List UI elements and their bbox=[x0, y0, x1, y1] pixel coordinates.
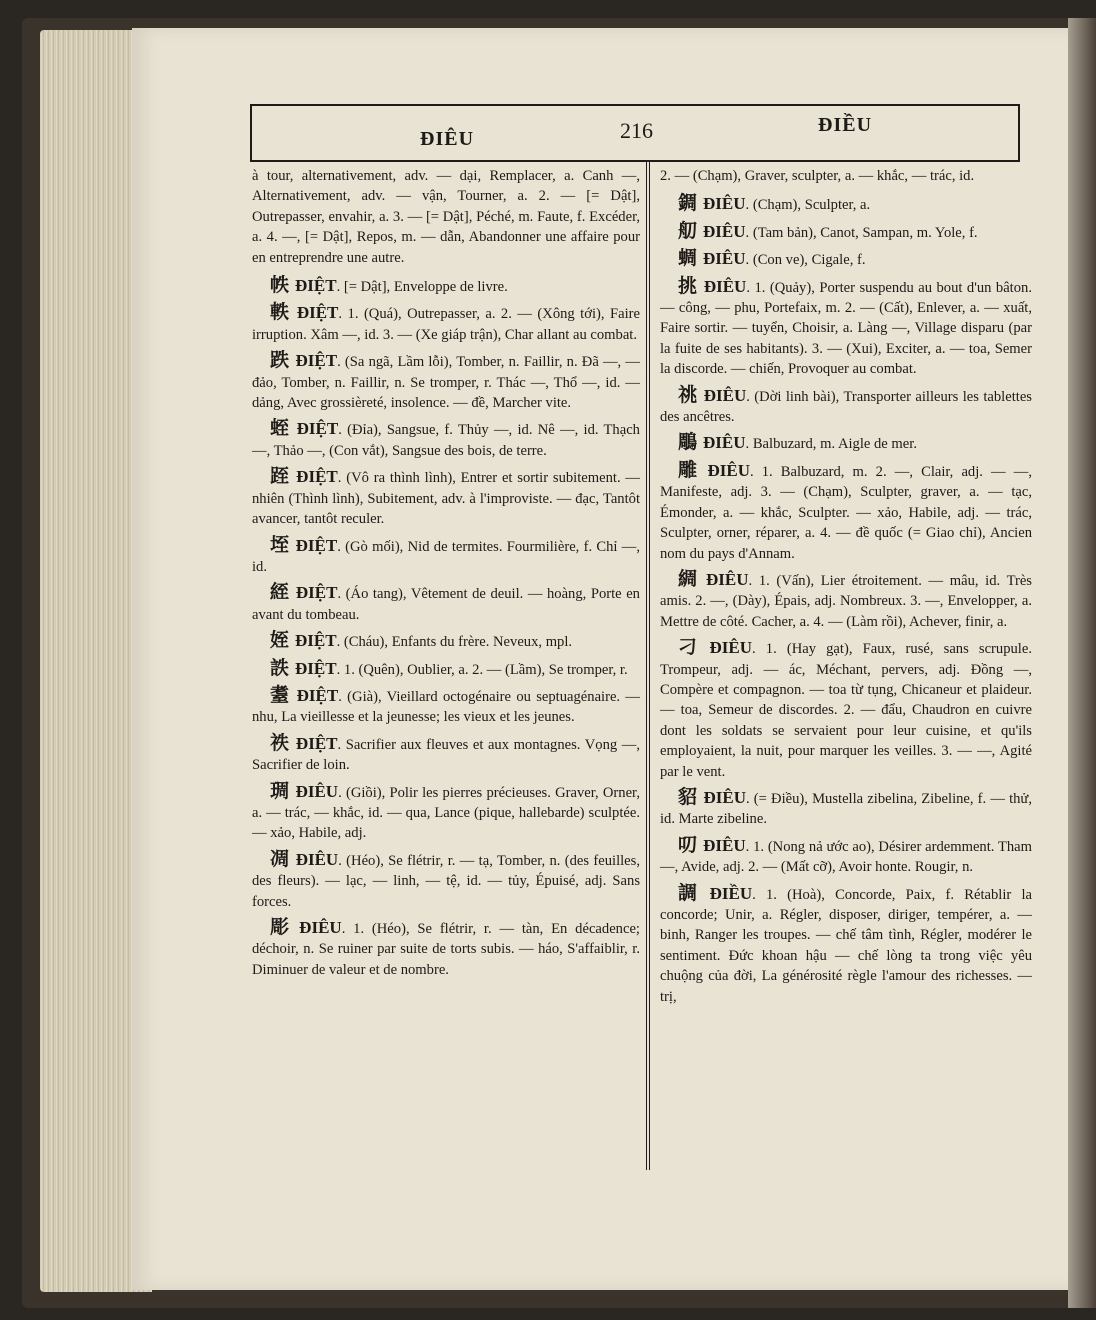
dictionary-entry bbox=[252, 467, 640, 529]
dictionary-entry bbox=[252, 276, 640, 297]
chinese-character: 祧 bbox=[678, 384, 698, 406]
headword: ĐIỆT bbox=[296, 419, 339, 439]
definition-text: . (= Điều), Mustella zibelina, Zibeline, f. — thử, id. Marte zibeline. bbox=[660, 790, 1032, 828]
headword: ĐIÊU bbox=[295, 849, 339, 869]
dictionary-entry bbox=[660, 249, 1032, 270]
headword: ĐIÊU bbox=[703, 276, 747, 296]
book-spine-shadow bbox=[1068, 18, 1096, 1308]
continued-entry bbox=[660, 166, 1032, 186]
dictionary-entry bbox=[660, 884, 1032, 1007]
chinese-character: 綢 bbox=[678, 568, 701, 590]
definition-text: . 1. (Quên), Oublier, a. 2. — (Lầm), Se tromper, r. bbox=[336, 661, 628, 678]
definition-text: . (Giồi), Polir les pierres précieuses. Graver, Orner, a. — trác, — khắc, id. — qua, Lance (pique, hallebarde) sculptée. — xảo, Habile, adj. bbox=[252, 784, 640, 842]
chinese-character: 跮 bbox=[270, 466, 291, 488]
headword: ĐIÊU bbox=[703, 787, 747, 807]
definition-text: . (Con ve), Cigale, f. bbox=[745, 252, 866, 269]
dictionary-entry bbox=[252, 303, 640, 345]
definition-text: . 1. (Héo), Se flétrir, r. — tàn, En décadence; déchoir, n. Se ruiner par suite de torts subis. — háo, S'affaiblir, r. Diminuer de valeur et de nombre. bbox=[252, 921, 640, 978]
dictionary-entry bbox=[252, 782, 640, 844]
definition-text: . 1. Balbuzard, m. 2. —, Clair, adj. — —, Manifeste, adj. 3. — (Chạm), Sculpter, graver, a. — tạc, Émonder, a. — khắc, Sculpter. — xảo, Habile, adj. — trác, Sculpter, orner, réparer, a. 4. — đề quốc (= Giao chỉ), Ancien nom du pays d'Annam. bbox=[660, 463, 1032, 562]
headword: ĐIÊU bbox=[709, 638, 752, 658]
headword: ĐIÊU bbox=[703, 194, 746, 214]
definition-text: . (Vô ra thình lình), Entrer et sortir subitement. — nhiên (Thình lình), Subitement, adv. à l'improviste. — đạc, Tantôt avancer, tantôt reculer. bbox=[252, 470, 640, 528]
chinese-character: 耋 bbox=[270, 684, 291, 706]
headword: ĐIÊU bbox=[299, 918, 342, 937]
definition-text: à tour, alternativement, adv. — dại, Remplacer, a. Canh —, Alternativement, adv. — vận, Tourner, a. 2. — [= Dật], Outrepasser, envahir, a. 3. — [= Dật], Péché, m. Faute, f. Excéder, a. 4. —, [= Dật], Repos, m. — dẫn, Abandonner une affaire pour en entreprendre une autre. bbox=[252, 168, 640, 266]
dictionary-entry bbox=[252, 419, 640, 461]
chinese-character: 蜩 bbox=[678, 248, 698, 270]
header-right-word: ĐIỀU bbox=[818, 114, 873, 136]
dictionary-entry bbox=[660, 194, 1032, 215]
dictionary-entry bbox=[660, 386, 1032, 428]
definition-text: . (Già), Vieillard octogénaire ou septuagénaire. — nhu, La vieillesse et la jeunesse; les vieux et les jeunes. bbox=[252, 688, 640, 726]
definition-text: . (Dời linh bài), Transporter ailleurs les tablettes des ancêtres. bbox=[660, 388, 1032, 426]
dictionary-entry bbox=[660, 788, 1032, 830]
chinese-character: 錭 bbox=[678, 193, 698, 215]
chinese-character: 絰 bbox=[270, 582, 290, 604]
definition-text: . (Sa ngã, Lầm lỗi), Tomber, n. Faillir, n. Đã —, — đảo, Tomber, n. Faillir, n. Se tromper, r. Thác —, Thổ —, id. — dảng, Avec grossièreté, insolence. — đề, Marcher vite. bbox=[252, 354, 640, 412]
headword: ĐIỆT bbox=[295, 276, 337, 296]
dictionary-entry bbox=[660, 277, 1032, 380]
headword: ĐIÊU bbox=[706, 569, 749, 589]
definition-text: . (Héo), Se flétrir, r. — tạ, Tomber, n. (des feuilles, des fleurs). — lạc, — linh, — tệ, id. — tủy, Épuisé, adj. Sans forces. bbox=[252, 852, 640, 910]
definition-text: . (Áo tang), Vêtement de deuil. — hoàng, Porte en avant du tombeau. bbox=[252, 586, 640, 623]
definition-text: . 1. (Quảy), Porter suspendu au bout d'un bâton. — công, — phu, Portefaix, m. 2. — (Cất), Enlever, a. — xuất, Faire sortir. — tuyển, Choisir, a. Làng —, Village disparu (par la fuite de ses habitants). 3. — (Xui), Exciter, a. — toa, Semer la discorde. — chiến, Provoquer au combat. bbox=[660, 279, 1032, 378]
definition-text: . [= Dật], Enveloppe de livre. bbox=[336, 279, 508, 296]
definition-text: . 1. (Hay gạt), Faux, rusé, sans scrupule. Trompeur, adj. — ác, Méchant, pervers, adj. Đồng —, Compère et compagnon. — toa từ tụng, Chicaneur et plaideur. — toa, Semeur de discordes. 2. — đẩu, Chaudron en cuivre dont les soldats se servaient pour leur cuisine, et qu'ils employaient, la nuit, pour marquer les veilles. 3. — —, Agité par le vent. bbox=[660, 641, 1032, 780]
chinese-character: 凋 bbox=[270, 848, 290, 870]
headword: ĐIÊU bbox=[703, 249, 746, 269]
headword: ĐIÊU bbox=[703, 385, 747, 405]
column-divider bbox=[646, 160, 650, 1170]
headword: ĐIÊU bbox=[703, 835, 746, 855]
chinese-character: 跌 bbox=[270, 350, 290, 372]
definition-text: . (Cháu), Enfants du frère. Neveux, mpl. bbox=[336, 634, 573, 651]
running-header bbox=[250, 104, 1020, 162]
dictionary-entry bbox=[660, 433, 1032, 454]
chinese-character: 挑 bbox=[678, 275, 698, 297]
dictionary-entry bbox=[252, 631, 640, 652]
dictionary-entry bbox=[252, 659, 640, 680]
dictionary-entry bbox=[660, 638, 1032, 782]
definition-text: . Balbuzard, m. Aigle de mer. bbox=[745, 436, 917, 453]
left-column bbox=[252, 166, 640, 986]
page-number: 216 bbox=[620, 118, 653, 143]
chinese-character: 舠 bbox=[678, 220, 698, 242]
headword: ĐIÊU bbox=[703, 221, 746, 241]
chinese-character: 鵰 bbox=[678, 432, 698, 454]
definition-text: . (Tam bản), Canot, Sampan, m. Yole, f. bbox=[745, 224, 978, 241]
chinese-character: 帙 bbox=[270, 275, 290, 297]
headword: ĐIỆT bbox=[295, 631, 337, 651]
headword: ĐIỆT bbox=[295, 535, 338, 555]
chinese-character: 琱 bbox=[270, 780, 290, 802]
chinese-character: 詄 bbox=[270, 657, 290, 679]
dictionary-entry bbox=[252, 583, 640, 625]
dictionary-entry bbox=[252, 850, 640, 912]
headword: ĐIỆT bbox=[295, 658, 337, 678]
dictionary-entry bbox=[660, 222, 1032, 243]
headword: ĐIÊU bbox=[295, 781, 339, 801]
headword: ĐIỆT bbox=[296, 685, 339, 705]
chinese-character: 軼 bbox=[270, 302, 291, 324]
dictionary-entry bbox=[252, 686, 640, 728]
headword: ĐIỆT bbox=[296, 467, 338, 487]
dictionary-entry bbox=[660, 461, 1032, 564]
chinese-character: 雕 bbox=[678, 459, 702, 481]
chinese-character: 垤 bbox=[270, 534, 290, 556]
dictionary-entry bbox=[660, 836, 1032, 878]
definition-text: . (Gò mối), Nid de termites. Fourmilière, f. Chỉ —, id. bbox=[252, 538, 640, 575]
definition-text: . 1. (Hoà), Concorde, Paix, f. Rétablir la concorde; Unir, a. Régler, disposer, diriger, tempérer, a. — binh, Ranger les troupes. — chế tâm tình, Régler, modérer le sentiment. Đức khoan hậu — chế lòng ta trong việc yêu chuộng của đời, La générosité règle l'amour des richesses. — trị, bbox=[660, 886, 1032, 1005]
dictionary-entry bbox=[252, 351, 640, 413]
headword: ĐIỆT bbox=[296, 303, 339, 323]
definition-text: . (Chạm), Sculpter, a. bbox=[745, 197, 871, 214]
chinese-character: 調 bbox=[678, 882, 704, 904]
definition-text: . (Đỉa), Sangsue, f. Thủy —, id. Nê —, id. Thạch —, Thảo —, (Con vắt), Sangsue des bois, de terre. bbox=[252, 422, 640, 459]
definition-text: . Sacrifier aux fleuves et aux montagnes. Vọng —, Sacrifier de loin. bbox=[252, 736, 640, 774]
definition-text: . 1. (Nong nả ước ao), Désirer ardemment. Tham —, Avide, adj. 2. — (Mất cỡ), Avoir honte. Rougir, n. bbox=[660, 838, 1032, 876]
chinese-character: 貂 bbox=[678, 786, 698, 808]
chinese-character: 叨 bbox=[678, 834, 698, 856]
dictionary-entry bbox=[252, 734, 640, 776]
headword: ĐIỆT bbox=[295, 351, 338, 371]
header-left-word: ĐIÊU bbox=[420, 128, 475, 150]
dictionary-entry bbox=[252, 536, 640, 578]
chinese-character: 蛭 bbox=[270, 418, 291, 440]
chinese-character: 彫 bbox=[270, 917, 294, 938]
headword: ĐIÊU bbox=[707, 460, 750, 480]
headword: ĐIỆT bbox=[295, 733, 338, 753]
headword: ĐIÊU bbox=[703, 433, 746, 453]
chinese-character: 刁 bbox=[678, 637, 704, 659]
right-column bbox=[660, 166, 1032, 1013]
headword: ĐIỆT bbox=[295, 583, 338, 603]
dictionary-entry bbox=[660, 570, 1032, 632]
definition-text: 2. — (Chạm), Graver, sculpter, a. — khắc, — trác, id. bbox=[660, 168, 975, 184]
headword: ĐIỀU bbox=[709, 883, 753, 903]
chinese-character: 姪 bbox=[270, 630, 290, 652]
continued-entry bbox=[252, 166, 640, 268]
chinese-character: 祑 bbox=[270, 732, 290, 754]
definition-text: . 1. (Quá), Outrepasser, a. 2. — (Xông tới), Faire irruption. Xâm —, id. 3. — (Xe giáp trận), Char allant au combat. bbox=[252, 306, 640, 343]
definition-text: . 1. (Vấn), Lier étroitement. — mâu, id. Très amis. 2. —, (Dày), Épais, adj. Nombreux. 3. —, Envelopper, a. Mettre de côté. Cacher, a. 4. — (Làm rồi), Achever, finir, a. bbox=[660, 572, 1032, 630]
dictionary-entry bbox=[252, 918, 640, 980]
